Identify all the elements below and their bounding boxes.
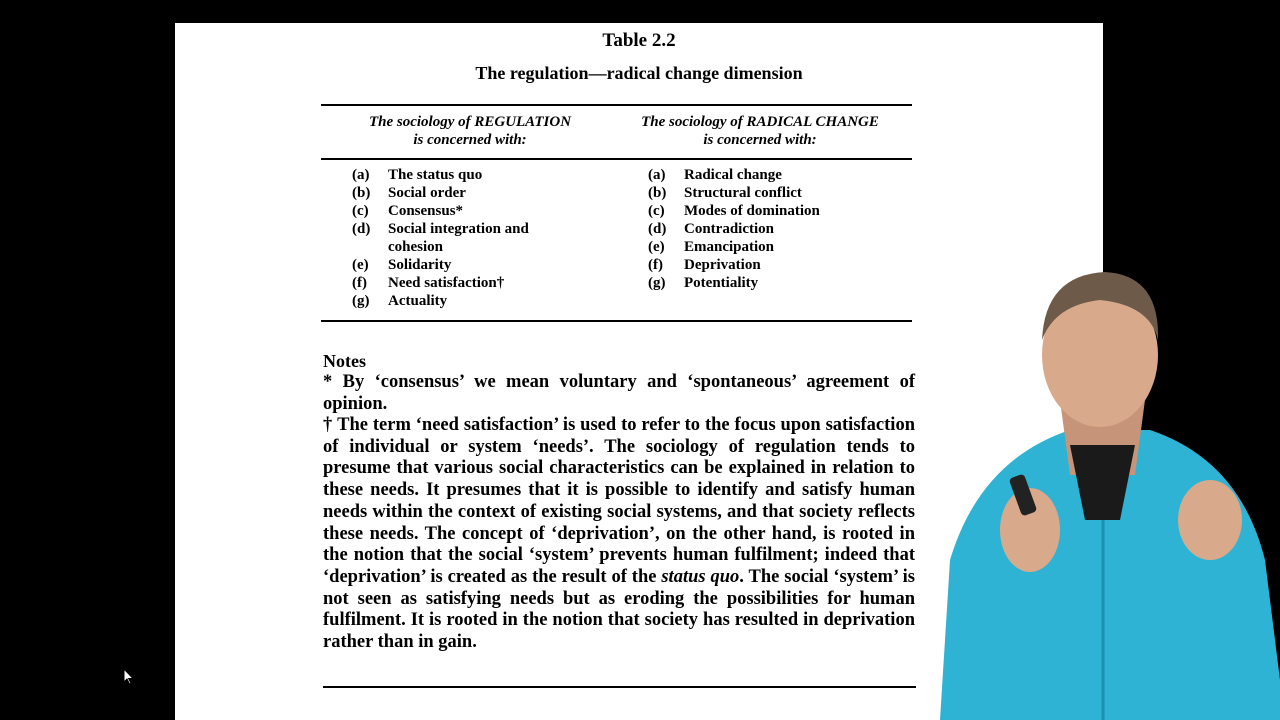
- radical-change-list: [648, 166, 820, 292]
- left-header-line-2: is concerned with:: [413, 132, 527, 148]
- note2-text-before: † The term ‘need satisfaction’ is used to refer to the focus upon satisfaction of individual or system ‘needs’. The sociology of regulation tends to presume that various social characteristics can be explained in relation to these needs. It presumes that it is possible to identify and satisfy human needs within the context of existing social systems, and that society reflects these needs. The concept of ‘deprivation’, on the other hand, is rooted in the notion that the social ‘system’ prevents human fulfilment; indeed that ‘deprivation’ is created as the result of the: [323, 415, 915, 587]
- table-title: The regulation—radical change dimension: [475, 63, 803, 83]
- radical-change-item: [648, 166, 820, 184]
- regulation-item: [352, 292, 529, 310]
- item-text: The status quo: [388, 167, 483, 183]
- item-text: Emancipation: [684, 239, 775, 255]
- item-text: Need satisfaction†: [388, 275, 505, 291]
- right-header-line-2: is concerned with:: [703, 132, 817, 148]
- regulation-item: [352, 166, 529, 184]
- item-key: (g): [352, 293, 370, 309]
- notes-bottom-rule: [323, 686, 916, 688]
- item-key: (c): [648, 203, 665, 219]
- item-key: (d): [648, 221, 667, 237]
- item-key: (a): [352, 167, 370, 183]
- presenter-right-hand: [1178, 480, 1242, 560]
- item-text: Social order: [388, 185, 466, 201]
- item-text: Consensus*: [388, 203, 464, 219]
- right-header-line-1: The sociology of RADICAL CHANGE: [641, 114, 879, 130]
- item-text: Structural conflict: [684, 185, 802, 201]
- header-rule: [321, 158, 912, 160]
- presenter-image: [920, 260, 1280, 720]
- radical-change-item: [648, 238, 820, 256]
- item-text: Contradiction: [684, 221, 774, 237]
- note-need-satisfaction: [323, 415, 915, 654]
- radical-change-item: [648, 220, 820, 238]
- radical-change-item: [648, 184, 820, 202]
- item-text: Modes of domination: [684, 203, 820, 219]
- item-key: (b): [352, 185, 371, 201]
- item-key: (a): [648, 167, 666, 183]
- table-bottom-rule: [321, 320, 912, 322]
- regulation-item: [352, 256, 529, 274]
- note2-italic-term: status quo: [661, 566, 740, 587]
- right-column-header: [615, 113, 905, 149]
- table-number: Table 2.2: [602, 30, 676, 51]
- item-text: Potentiality: [684, 275, 759, 291]
- item-text: Radical change: [684, 167, 782, 183]
- regulation-item: [352, 274, 529, 292]
- item-key: (b): [648, 185, 667, 201]
- radical-change-item: [648, 256, 820, 274]
- item-key: (e): [648, 239, 665, 255]
- item-text: Solidarity: [388, 257, 452, 273]
- item-key: (d): [352, 221, 371, 237]
- item-key: (e): [352, 257, 369, 273]
- item-text: Social integration and cohesion: [388, 221, 529, 255]
- item-key: (f): [352, 275, 367, 291]
- item-key: (c): [352, 203, 369, 219]
- item-text: Actuality: [388, 293, 448, 309]
- regulation-item: [352, 220, 529, 256]
- radical-change-item: [648, 274, 820, 292]
- regulation-list: [352, 166, 529, 310]
- table-top-rule: [321, 104, 912, 106]
- left-header-line-1: The sociology of REGULATION: [368, 114, 572, 130]
- item-key: (f): [648, 257, 663, 273]
- notes-heading: Notes: [323, 351, 366, 371]
- radical-change-item: [648, 202, 820, 220]
- mouse-cursor-icon: [123, 668, 135, 686]
- item-text: Deprivation: [684, 257, 761, 273]
- note-consensus: * By ‘consensus’ we mean voluntary and ‘spontaneous’ agreement of opinion.: [323, 372, 915, 414]
- regulation-item: [352, 202, 529, 220]
- note2-text-after: . The social ‘system’ is not seen as satisfying needs but as eroding the possibilities for human fulfilment. It is rooted in the notion that society has resulted in deprivation rather than in gain.: [323, 566, 915, 653]
- left-column-header: [335, 113, 605, 149]
- regulation-item: [352, 184, 529, 202]
- item-key: (g): [648, 275, 666, 291]
